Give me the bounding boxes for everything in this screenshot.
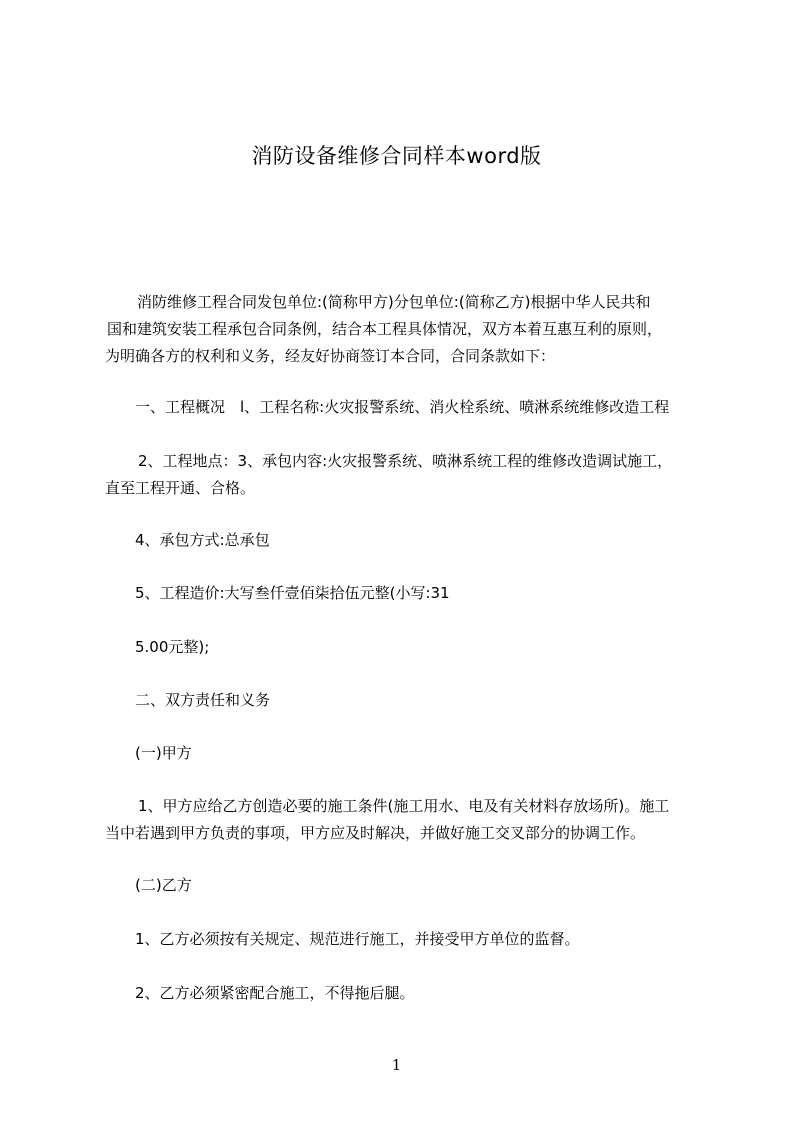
paragraph-project-overview [105, 394, 705, 421]
text-line: 4、承包方式:总承包 [135, 531, 270, 549]
paragraph-cost-continued [105, 634, 705, 661]
paragraph-intro [105, 289, 705, 370]
paragraph-project-location [105, 448, 705, 502]
page-number: 1 [391, 1056, 402, 1074]
text-line: 为明确各方的权利和义务，经友好协商签订本合同，合同条款如下： [105, 347, 556, 365]
paragraph-party-b-duty-1 [105, 926, 705, 953]
paragraph-party-b-heading [105, 872, 705, 899]
text-line: 5.00元整); [135, 638, 210, 656]
text-line: 5、工程造价:大写叁仟壹佰柒拾伍元整(小写:31 [135, 584, 450, 602]
text-line: 当中若遇到甲方负责的事项，甲方应及时解决，并做好施工交叉部分的协调工作。 [105, 824, 646, 842]
paragraph-project-cost [105, 580, 705, 607]
text-line: 国和建筑安装工程承包合同条例，结合本工程具体情况，双方本着互惠互利的原则， [107, 320, 663, 338]
text-line: 直至工程开通、合格。 [105, 479, 256, 497]
paragraph-responsibilities-heading [105, 687, 705, 714]
text-line: 1、甲方应给乙方创造必要的施工条件(施工用水、电及有关材料存放场所)。施工 [138, 797, 670, 815]
text-line: 一、工程概况 l、工程名称:火灾报警系统、消火栓系统、喷淋系统维修改造工程 [135, 398, 670, 416]
text-line: 2、乙方必须紧密配合施工，不得拖后腿。 [135, 984, 415, 1002]
paragraph-party-a-heading [105, 740, 705, 767]
text-line: 1、乙方必须按有关规定、规范进行施工，并接受甲方单位的监督。 [135, 930, 580, 948]
paragraph-contract-method [105, 527, 705, 554]
text-line: 二、双方责任和义务 [135, 691, 271, 709]
text-line: (二)乙方 [135, 876, 192, 894]
text-line: 2、工程地点：3、承包内容:火灾报警系统、喷淋系统工程的维修改造调试施工， [138, 452, 673, 470]
document-title: 消防设备维修合同样本word版 [251, 144, 542, 168]
paragraph-party-b-duty-2 [105, 980, 705, 1007]
paragraph-party-a-duty-1 [105, 793, 705, 847]
text-line: 消防维修工程合同发包单位:(简称甲方)分包单位:(简称乙方)根据中华人民共和 [137, 293, 651, 311]
text-line: (一)甲方 [135, 744, 192, 762]
